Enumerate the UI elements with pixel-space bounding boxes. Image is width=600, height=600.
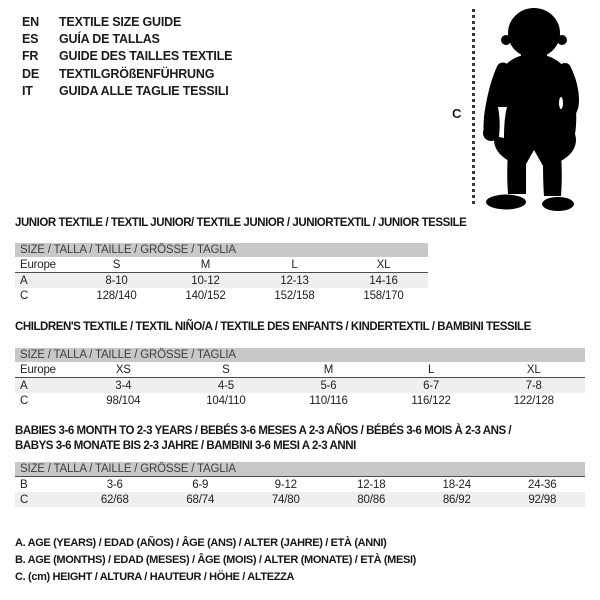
language-code: IT: [22, 84, 33, 99]
size-cell: M: [277, 362, 380, 378]
value-cell: 152/158: [274, 289, 315, 302]
value-cell: 24-36: [528, 478, 557, 491]
value-cell: 3-6: [106, 478, 123, 491]
legend-line-a: A. AGE (YEARS) / EDAD (AÑOS) / ÂGE (ANS) / ALTER (JAHRE) / ETÀ (ANNI): [15, 537, 387, 549]
table-header-bar: [15, 348, 585, 362]
language-title: GUIDA ALLE TAGLIE TESSILI: [59, 84, 229, 99]
row-label: C: [15, 492, 72, 507]
language-row: [22, 48, 232, 65]
value-cell: 140/152: [185, 289, 226, 302]
babies-size-table: [15, 462, 585, 507]
value-cell: 86/92: [414, 492, 500, 507]
value-cell: 98/104: [106, 394, 141, 407]
value-cell: 6-9: [192, 478, 209, 491]
legend-line-c: C. (cm) HEIGHT / ALTURA / HAUTEUR / HÖHE / ALTEZZA: [15, 571, 295, 584]
legend-line-b: B. AGE (MONTHS) / EDAD (MESES) / ÂGE (MOIS) / ALTER (MONATE) / ETÀ (MESI): [15, 554, 416, 567]
size-cell: L: [250, 257, 339, 273]
row-label: C: [20, 394, 29, 407]
language-title: GUÍA DE TALLAS: [59, 32, 160, 47]
value-cell: 8-10: [72, 273, 161, 289]
row-label: B: [20, 478, 28, 491]
size-cell: XS: [72, 362, 175, 378]
size-cell: S: [72, 257, 161, 273]
language-list: [22, 13, 232, 100]
section-title-junior: JUNIOR TEXTILE / TEXTIL JUNIOR/ TEXTILE JUNIOR / JUNIORTEXTIL / JUNIOR TESSILE: [15, 217, 467, 229]
value-cell: 110/116: [309, 394, 348, 407]
table-header-label: SIZE / TALLA / TAILLE / GRÖSSE / TAGLIA: [15, 462, 585, 477]
value-cell: 68/74: [158, 492, 244, 507]
size-cell: M: [161, 257, 250, 273]
value-cell: 9-12: [274, 478, 297, 491]
table-header-label: SIZE / TALLA / TAILLE / GRÖSSE / TAGLIA: [15, 243, 428, 257]
section-title-babies-line2: BABYS 3-6 MONATE BIS 2-3 JAHRE / BAMBINI 3-6 MESI A 2-3 ANNI: [15, 439, 356, 452]
baby-silhouette-icon: [481, 6, 591, 212]
value-cell: 12-18: [357, 478, 386, 491]
language-code: DE: [22, 66, 39, 81]
language-title: TEXTILE SIZE GUIDE: [59, 14, 182, 29]
language-title: GUIDE DES TAILLES TEXTILE: [59, 49, 233, 64]
language-row: [22, 30, 232, 47]
size-cell: XL: [482, 362, 585, 378]
section-title-babies-line1: BABIES 3-6 MONTH TO 2-3 YEARS / BEBÉS 3-6 MESES A 2-3 AÑOS / BÉBÉS 3-6 MOIS À 2-3 ANS /: [15, 425, 512, 437]
row-label: C: [20, 289, 29, 302]
measure-legend: [15, 537, 416, 589]
value-cell: 5-6: [277, 378, 380, 394]
row-label: A: [15, 378, 72, 394]
row-label: A: [15, 273, 72, 289]
section-title-babies: [15, 424, 511, 453]
value-cell: 3-4: [72, 378, 175, 394]
table-header-bar: [15, 243, 428, 257]
language-code: EN: [22, 14, 39, 29]
size-cell: S: [175, 362, 278, 378]
height-marker-label: C: [452, 106, 462, 121]
value-cell: 80/86: [329, 492, 415, 507]
size-row: [15, 362, 585, 378]
table-row: [15, 393, 585, 408]
language-title: TEXTILGRÖßENFÜHRUNG: [59, 66, 215, 81]
table-header-label: SIZE / TALLA / TAILLE / GRÖSSE / TAGLIA: [15, 348, 585, 362]
value-cell: 128/140: [96, 289, 137, 302]
value-cell: 92/98: [500, 492, 586, 507]
table-row: [15, 288, 428, 303]
row-label: Europe: [15, 362, 72, 378]
children-size-table: [15, 348, 585, 408]
language-row: [22, 13, 232, 30]
section-title-children: CHILDREN'S TEXTILE / TEXTIL NIÑO/A / TEXTILE DES ENFANTS / KINDERTEXTIL / BAMBINI TESSILE: [15, 321, 531, 333]
table-row: [15, 273, 428, 289]
size-cell: XL: [339, 257, 428, 273]
language-row: [22, 83, 232, 100]
value-cell: 4-5: [175, 378, 278, 394]
value-cell: 6-7: [380, 378, 483, 394]
junior-size-table: [15, 243, 428, 303]
value-cell: 116/122: [411, 394, 451, 407]
table-header-bar: [15, 462, 585, 477]
language-row: [22, 65, 232, 82]
row-label: Europe: [15, 257, 72, 273]
language-code: FR: [22, 49, 39, 64]
value-cell: 7-8: [482, 378, 585, 394]
value-cell: 12-13: [250, 273, 339, 289]
value-cell: 122/128: [513, 394, 554, 407]
value-cell: 62/68: [72, 492, 158, 507]
value-cell: 158/170: [363, 289, 404, 302]
size-row: [15, 257, 428, 273]
table-row: [15, 378, 585, 394]
height-marker-line: [472, 9, 475, 206]
value-cell: 104/110: [206, 394, 246, 407]
table-row: [15, 492, 585, 507]
value-cell: 18-24: [442, 478, 471, 491]
table-row: [15, 477, 585, 493]
value-cell: 74/80: [243, 492, 329, 507]
value-cell: 10-12: [161, 273, 250, 289]
value-cell: 14-16: [339, 273, 428, 289]
language-code: ES: [22, 32, 39, 47]
size-cell: L: [380, 362, 483, 378]
